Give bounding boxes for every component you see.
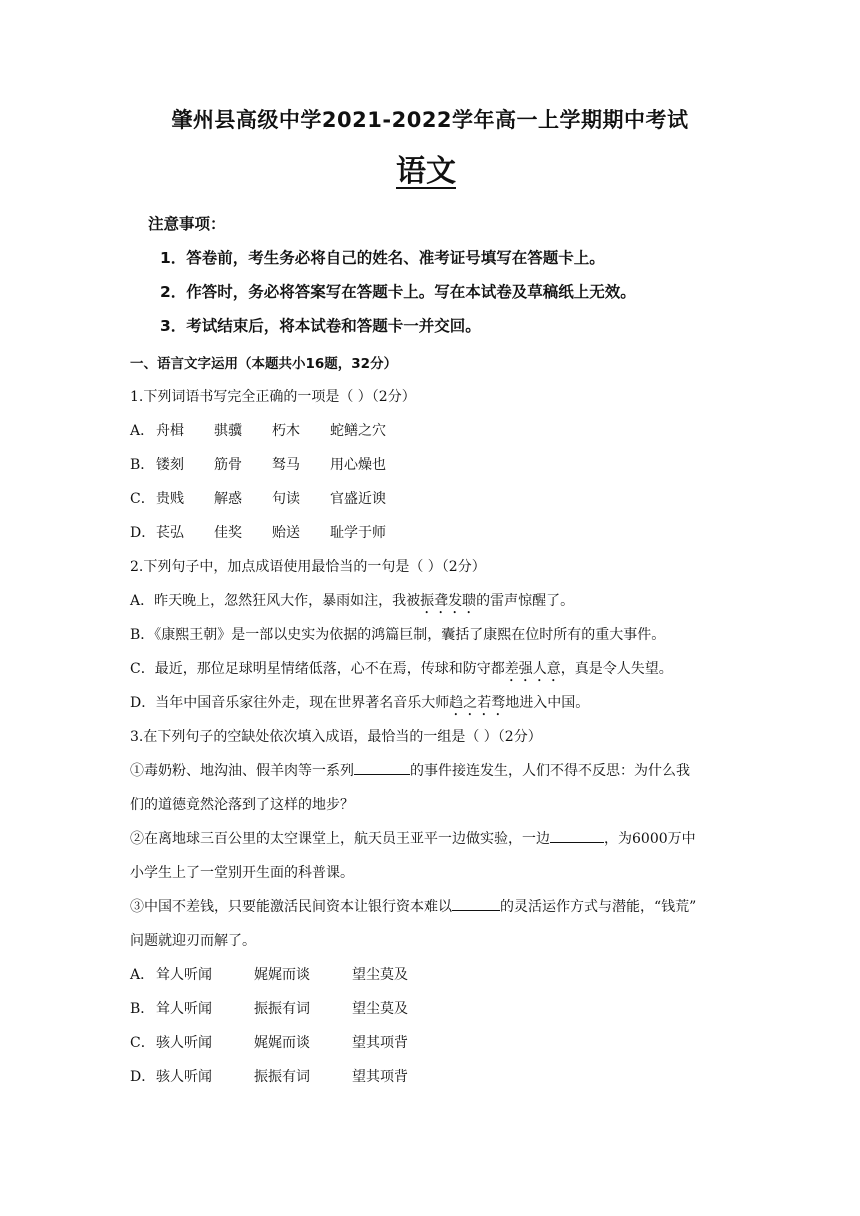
answer-blank [452,909,500,911]
q3-sentence-2: ②在离地球三百公里的太空课堂上，航天员王亚平一边做实验，一边 ，为6000万中 [130,831,696,847]
dotted-idiom: 差强人意 [504,661,561,677]
notice-item-2: 2．作答时，务必将答案写在答题卡上。写在本试卷及草稿纸上无效。 [160,283,636,301]
dotted-idiom: 趋之若骛 [449,695,506,711]
section-heading: 一、语言文字运用（本题共小16题，32分） [130,356,398,372]
q2-option-b: B．《康熙王朝》是一部以史实为依据的鸿篇巨制，囊括了康熙在位时所有的重大事件。 [130,627,666,643]
q1-stem: 1.下列词语书写完全正确的一项是（ ）（2分） [130,389,416,405]
q2-option-c: C．最近，那位足球明星情绪低落，心不在焉，传球和防守都差强人意，真是令人失望。 [130,661,673,677]
q3-option-c: C．骇人听闻 娓娓而谈 望其项背 [130,1035,408,1051]
q3-option-b: B． 耸人听闻 振振有词 望尘莫及 [130,1001,408,1017]
q1-option-b: B． 镂刻 筋骨 驽马 用心燥也 [130,457,386,473]
subject-text: 语文 [396,154,456,189]
q3-sentence-1-cont: 们的道德竟然沦落到了这样的地步？ [130,797,354,813]
dotted-idiom: 振聋发聩 [420,593,477,609]
q3-option-d: D．骇人听闻 振振有词 望其项背 [130,1069,408,1085]
exam-title: 肇州县高级中学2021-2022学年高一上学期期中考试 [171,108,689,132]
q3-sentence-3-cont: 问题就迎刃而解了。 [130,933,256,949]
subject-title [396,146,468,190]
q3-option-a: A． 耸人听闻 娓娓而谈 望尘莫及 [130,967,408,983]
q1-option-c: C．贵贱 解惑 句读 官盛近谀 [130,491,386,507]
notice-item-1: 1．答卷前，考生务必将自己的姓名、准考证号填写在答题卡上。 [160,249,605,267]
answer-blank [550,841,604,843]
q3-sentence-1: ①毒奶粉、地沟油、假羊肉等一系列 的事件接连发生，人们不得不反思：为什么我 [130,763,690,779]
q2-option-d: D．当年中国音乐家往外走，现在世界著名音乐大师趋之若骛地进入中国。 [130,695,590,711]
q3-sentence-2-cont: 小学生上了一堂别开生面的科普课。 [130,865,354,881]
q3-stem: 3.在下列句子的空缺处依次填入成语，最恰当的一组是（ ）（2分） [130,729,542,745]
q1-option-d: D．苌弘 佳奖 贻送 耻学于师 [130,525,386,541]
q2-option-a: A．昨天晚上，忽然狂风大作，暴雨如注，我被振聋发聩的雷声惊醒了。 [130,593,575,609]
q2-stem: 2.下列句子中，加点成语使用最恰当的一句是（ ）（2分） [130,559,486,575]
notice-heading: 注意事项： [148,215,226,233]
q1-option-a: A． 舟楫 骐骥 朽木 蛇鳝之穴 [130,423,386,439]
answer-blank [354,773,410,775]
notice-item-3: 3．考试结束后，将本试卷和答题卡一并交回。 [160,317,481,335]
q3-sentence-3: ③中国不差钱，只要能激活民间资本让银行资本难以 的灵活运作方式与潜能，“钱荒” [130,899,697,915]
